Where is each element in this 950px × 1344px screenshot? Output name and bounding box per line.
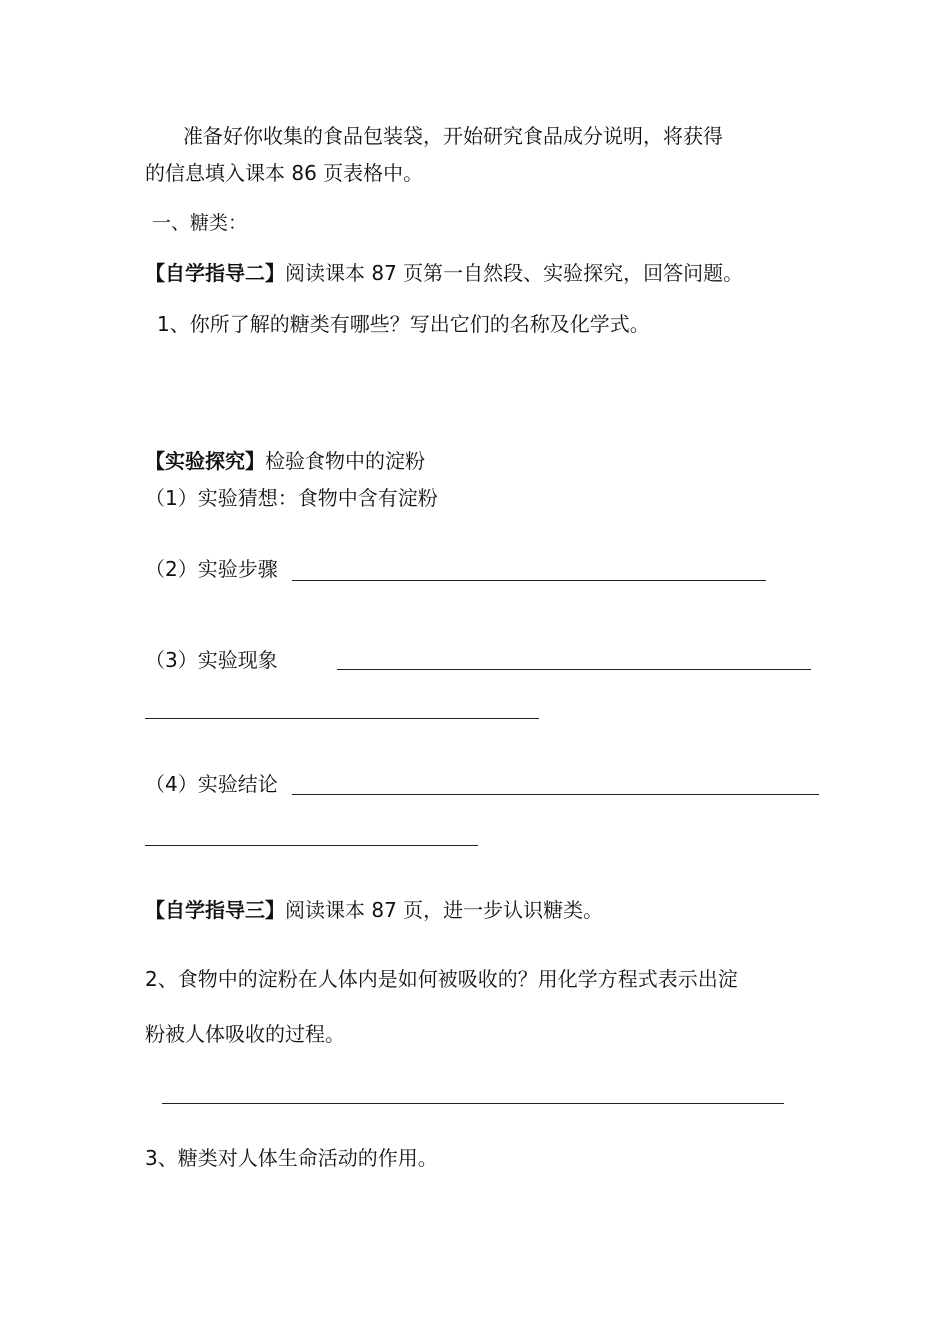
steps-answer-line[interactable] bbox=[292, 580, 766, 581]
experiment-title: 检验食物中的淀粉 bbox=[265, 449, 425, 473]
conclusion-answer-line-1[interactable] bbox=[292, 794, 819, 795]
experiment-steps-label: （2）实验步骤 bbox=[145, 557, 278, 581]
intro-line-2: 的信息填入课本 86 页表格中。 bbox=[145, 161, 424, 185]
conclusion-answer-line-2[interactable] bbox=[145, 845, 478, 846]
question-3: 3、糖类对人体生命活动的作用。 bbox=[145, 1146, 438, 1170]
guide-two-tag: 【自学指导二】 bbox=[145, 261, 285, 285]
experiment-conclusion-label: （4）实验结论 bbox=[145, 772, 278, 796]
phenomenon-answer-line-1[interactable] bbox=[337, 669, 811, 670]
question-2-line-2: 粉被人体吸收的过程。 bbox=[145, 1022, 345, 1046]
phenomenon-answer-line-2[interactable] bbox=[145, 718, 539, 719]
experiment-heading bbox=[145, 449, 425, 473]
guide-two bbox=[145, 261, 743, 285]
experiment-phenomenon-label: （3）实验现象 bbox=[145, 648, 278, 672]
question-2-line-1: 2、食物中的淀粉在人体内是如何被吸收的？用化学方程式表示出淀 bbox=[145, 967, 738, 991]
intro-line-1: 准备好你收集的食品包装袋，开始研究食品成分说明，将获得 bbox=[183, 124, 723, 148]
experiment-hypothesis: （1）实验猜想：食物中含有淀粉 bbox=[145, 486, 438, 510]
experiment-tag: 【实验探究】 bbox=[145, 449, 265, 473]
question-1: 1、你所了解的糖类有哪些？写出它们的名称及化学式。 bbox=[157, 312, 650, 336]
section-heading-sugars: 一、糖类： bbox=[152, 212, 248, 234]
question-2-answer-line[interactable] bbox=[162, 1103, 784, 1104]
guide-three-tag: 【自学指导三】 bbox=[145, 898, 285, 922]
guide-three bbox=[145, 898, 603, 922]
guide-two-text: 阅读课本 87 页第一自然段、实验探究，回答问题。 bbox=[285, 261, 744, 285]
guide-three-text: 阅读课本 87 页，进一步认识糖类。 bbox=[285, 898, 604, 922]
